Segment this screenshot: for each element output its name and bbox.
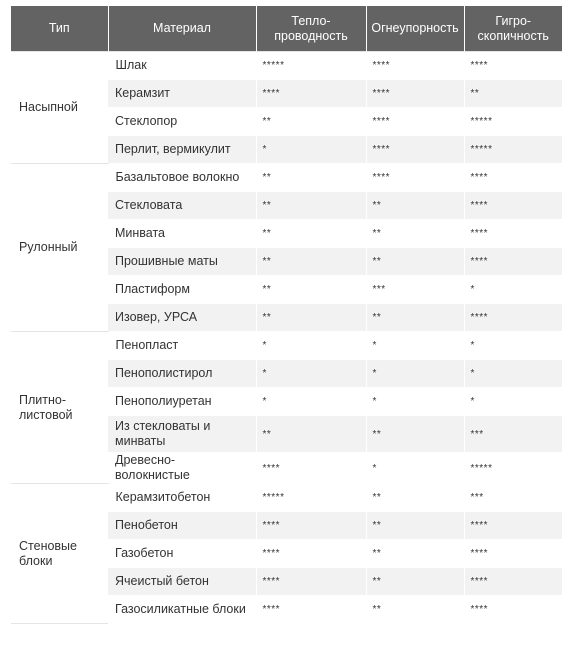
fire-resistance-cell: ****	[366, 164, 464, 192]
material-cell: Изовер, УРСА	[108, 304, 256, 332]
material-cell: Пенополиуретан	[108, 388, 256, 416]
hygroscopicity-cell: ***	[464, 484, 562, 512]
material-cell: Стеклопор	[108, 108, 256, 136]
fire-resistance-cell: **	[366, 540, 464, 568]
fire-resistance-cell: *	[366, 332, 464, 360]
hygroscopicity-cell: ****	[464, 248, 562, 276]
fire-resistance-cell: **	[366, 416, 464, 453]
material-cell: Из стекловаты и минваты	[108, 416, 256, 453]
hygroscopicity-cell: ****	[464, 596, 562, 624]
material-cell: Ячеистый бетон	[108, 568, 256, 596]
fire-resistance-cell: ***	[366, 276, 464, 304]
fire-resistance-cell: **	[366, 304, 464, 332]
thermal-cell: ****	[256, 80, 366, 108]
fire-resistance-cell: *	[366, 360, 464, 388]
table-row	[11, 332, 562, 360]
material-cell: Пенопласт	[108, 332, 256, 360]
thermal-cell: ****	[256, 540, 366, 568]
fire-resistance-cell: *	[366, 453, 464, 484]
fire-resistance-cell: **	[366, 512, 464, 540]
thermal-cell: *****	[256, 52, 366, 80]
hygroscopicity-cell: ****	[464, 52, 562, 80]
fire-resistance-cell: ****	[366, 136, 464, 164]
material-cell: Шлак	[108, 52, 256, 80]
hygroscopicity-cell: *****	[464, 108, 562, 136]
material-cell: Минвата	[108, 220, 256, 248]
thermal-cell: **	[256, 220, 366, 248]
thermal-cell: **	[256, 416, 366, 453]
material-cell: Газосиликатные блоки	[108, 596, 256, 624]
thermal-cell: **	[256, 192, 366, 220]
fire-resistance-cell: ****	[366, 52, 464, 80]
fire-resistance-cell: ****	[366, 108, 464, 136]
material-cell: Газобетон	[108, 540, 256, 568]
header-row	[11, 6, 562, 52]
hygroscopicity-cell: *	[464, 332, 562, 360]
hygroscopicity-cell: *	[464, 388, 562, 416]
materials-table	[11, 6, 562, 624]
hygroscopicity-cell: ****	[464, 568, 562, 596]
hygroscopicity-cell: **	[464, 80, 562, 108]
hygroscopicity-cell: ***	[464, 416, 562, 453]
fire-resistance-cell: **	[366, 596, 464, 624]
material-cell: Пенобетон	[108, 512, 256, 540]
thermal-cell: *	[256, 388, 366, 416]
table-row	[11, 52, 562, 80]
hygroscopicity-cell: ****	[464, 164, 562, 192]
thermal-cell: *	[256, 332, 366, 360]
hygroscopicity-cell: *****	[464, 136, 562, 164]
fire-resistance-cell: **	[366, 220, 464, 248]
header-material: Материал	[108, 6, 256, 52]
fire-resistance-cell: **	[366, 484, 464, 512]
hygroscopicity-cell: ****	[464, 220, 562, 248]
thermal-cell: ****	[256, 512, 366, 540]
material-cell: Керамзитобетон	[108, 484, 256, 512]
thermal-cell: *****	[256, 484, 366, 512]
header-type: Тип	[11, 6, 108, 52]
type-cell: Насыпной	[11, 52, 108, 164]
material-cell: Пластиформ	[108, 276, 256, 304]
hygroscopicity-cell: *	[464, 360, 562, 388]
thermal-cell: **	[256, 164, 366, 192]
fire-resistance-cell: **	[366, 568, 464, 596]
hygroscopicity-cell: *	[464, 276, 562, 304]
table-row	[11, 164, 562, 192]
material-cell: Древесно-волокнистые	[108, 453, 256, 484]
fire-resistance-cell: *	[366, 388, 464, 416]
thermal-cell: *	[256, 360, 366, 388]
type-cell: Рулонный	[11, 164, 108, 332]
header-hygroscopicity: Гигро- скопичность	[464, 6, 562, 52]
thermal-cell: ****	[256, 596, 366, 624]
material-cell: Пенополистирол	[108, 360, 256, 388]
type-cell: Плитно- листовой	[11, 332, 108, 484]
hygroscopicity-cell: ****	[464, 512, 562, 540]
header-fire-resistance: Огнеупорность	[366, 6, 464, 52]
hygroscopicity-cell: *****	[464, 453, 562, 484]
fire-resistance-cell: ****	[366, 80, 464, 108]
hygroscopicity-cell: ****	[464, 192, 562, 220]
table-body	[11, 52, 562, 624]
material-cell: Прошивные маты	[108, 248, 256, 276]
thermal-cell: **	[256, 248, 366, 276]
material-cell: Перлит, вермикулит	[108, 136, 256, 164]
type-cell: Стеновые блоки	[11, 484, 108, 624]
fire-resistance-cell: **	[366, 248, 464, 276]
table-header	[11, 6, 562, 52]
material-cell: Керамзит	[108, 80, 256, 108]
fire-resistance-cell: **	[366, 192, 464, 220]
material-cell: Базальтовое волокно	[108, 164, 256, 192]
thermal-cell: **	[256, 304, 366, 332]
thermal-cell: **	[256, 108, 366, 136]
thermal-cell: **	[256, 276, 366, 304]
hygroscopicity-cell: ****	[464, 540, 562, 568]
header-thermal-conductivity: Тепло- проводность	[256, 6, 366, 52]
thermal-cell: ****	[256, 568, 366, 596]
thermal-cell: ****	[256, 453, 366, 484]
thermal-cell: *	[256, 136, 366, 164]
table-row	[11, 484, 562, 512]
hygroscopicity-cell: ****	[464, 304, 562, 332]
material-cell: Стекловата	[108, 192, 256, 220]
